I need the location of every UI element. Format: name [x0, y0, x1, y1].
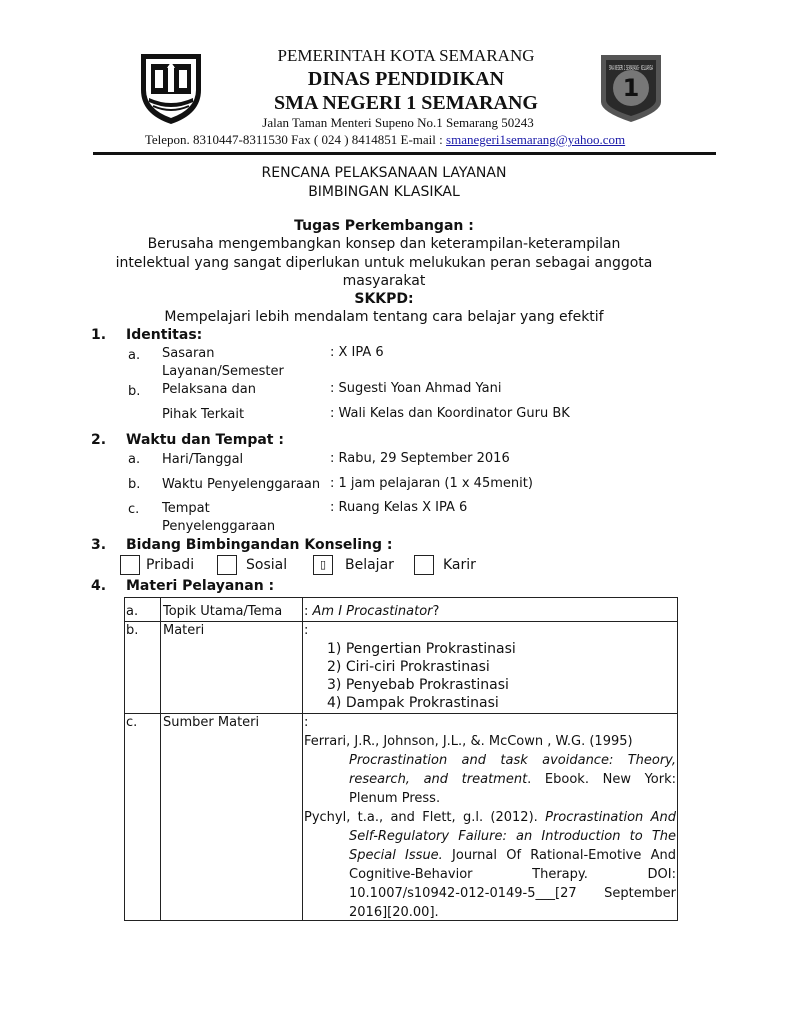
identitas-b-label-1: Pelaksana dan [162, 382, 257, 397]
ref-pychyl-journal: Journal Of Rational-Emotive And Cognitive-Behavior Therapy. DOI: 10.1007/s10942-012-0149-5___[27 September 2016][20.00]. [349, 848, 676, 920]
tempat-label: Tempat [162, 501, 210, 516]
svg-text:1: 1 [622, 74, 640, 102]
identitas-b-value-1: : Sugesti Yoan Ahmad Yani [330, 381, 502, 396]
letterhead-address: Jalan Taman Menteri Supeno No.1 Semarang 50243 [262, 115, 534, 130]
tugas-text-line-3: masyarakat [342, 273, 426, 289]
letterhead-divider [93, 152, 716, 155]
ref-ferrari-authors: Ferrari, J.R., Johnson, J.L., &. McCown , W.G. (1995) [304, 734, 633, 749]
ref-pychyl-authors: Pychyl, t.a., and Flett, g.l. (2012). [304, 810, 546, 825]
table-row-divider-1 [124, 621, 678, 622]
section-3-number: 3. [91, 537, 107, 553]
sasaran-label: Sasaran [162, 346, 215, 361]
ref-ferrari-publisher: . Ebook. New York: Plenum Press. [349, 772, 677, 806]
materi-colon: : [304, 623, 309, 638]
waktu-a-letter: a. [128, 452, 141, 467]
tugas-heading: Tugas Perkembangan : [294, 218, 474, 234]
option-karir-label: Karir [443, 557, 476, 573]
waktu-b-letter: b. [128, 477, 141, 492]
title-line-2: BIMBINGAN KLASIKAL [308, 184, 460, 200]
document-title [0, 164, 768, 202]
waktu-a-label: Hari/Tanggal [162, 452, 244, 467]
sumber-colon: : [304, 715, 309, 730]
identitas-a-letter: a. [128, 348, 141, 363]
materi-item-2: 2) Ciri-ciri Prokrastinasi [327, 659, 490, 675]
checkbox-karir[interactable] [414, 555, 434, 575]
letterhead-contact [0, 132, 770, 148]
school-logo-text: SMA NEGERI 1 SEMARANG · KELUARGA [609, 64, 654, 72]
topik-question-mark: ? [432, 604, 440, 619]
waktu-c-label [162, 500, 275, 536]
contact-phone-fax: Telepon. 8310447-8311530 Fax ( 024 ) 8414851 E-mail : [144, 132, 447, 147]
identitas-a-value: : X IPA 6 [330, 345, 384, 360]
sumber-letter: c. [126, 715, 138, 730]
identitas-b-value-2: : Wali Kelas dan Koordinator Guru BK [330, 406, 570, 421]
identitas-b-letter: b. [128, 384, 141, 399]
tugas-text-line-2: intelektual yang sangat diperlukan untuk melukukan peran sebagai anggota [115, 255, 653, 271]
email-link[interactable]: smanegeri1semarang@yahoo.com [446, 132, 626, 147]
checkbox-sosial[interactable] [217, 555, 237, 575]
bidang-heading: Bidang Bimbingandan Konseling : [126, 537, 393, 553]
option-sosial-label: Sosial [246, 557, 288, 573]
letterhead-school: SMA NEGERI 1 SEMARANG [274, 92, 538, 114]
checkbox-belajar-mark: ▯ [319, 558, 327, 571]
ref-pychyl-title: Procrastination And Self-Regulatory Failure: an Introduction to The Special Issue. [349, 810, 676, 863]
materi-item-1: 1) Pengertian Prokrastinasi [327, 641, 516, 657]
section-2-number: 2. [91, 432, 107, 448]
section-4-number: 4. [91, 578, 107, 594]
section-1-number: 1. [91, 327, 107, 343]
skkpd-text: Mempelajari lebih mendalam tentang cara belajar yang efektif [164, 309, 604, 325]
materi-heading: Materi Pelayanan : [126, 578, 275, 594]
identitas-b-label-2: Pihak Terkait [162, 407, 245, 422]
skkpd-heading: SKKPD: [354, 291, 414, 307]
checkbox-belajar[interactable] [313, 555, 333, 575]
topik-value [304, 604, 439, 619]
materi-letter: b. [126, 623, 139, 638]
table-col-divider-1 [160, 597, 161, 921]
letterhead-department: DINAS PENDIDIKAN [307, 68, 505, 90]
materi-item-3: 3) Penyebab Prokrastinasi [327, 677, 509, 693]
waktu-heading: Waktu dan Tempat : [126, 432, 284, 448]
waktu-b-value: : 1 jam pelajaran (1 x 45menit) [330, 476, 533, 491]
identitas-a-label [162, 345, 284, 381]
waktu-c-value: : Ruang Kelas X IPA 6 [330, 500, 468, 515]
topik-colon: : [304, 604, 313, 619]
layanan-semester-label: Layanan/Semester [162, 364, 284, 379]
option-belajar-label: Belajar [345, 557, 394, 573]
title-line-1: RENCANA PELAKSANAAN LAYANAN [261, 165, 507, 181]
materi-label: Materi [163, 623, 205, 638]
letterhead-government: PEMERINTAH KOTA SEMARANG [277, 46, 535, 65]
topik-letter: a. [126, 604, 139, 619]
option-pribadi-label: Pribadi [146, 557, 195, 573]
ref-ferrari-rest [304, 751, 676, 808]
materi-item-4: 4) Dampak Prokrastinasi [327, 695, 499, 711]
table-col-divider-2 [302, 597, 303, 921]
penyelenggaraan-label: Penyelenggaraan [162, 519, 276, 534]
waktu-a-value: : Rabu, 29 September 2016 [330, 451, 510, 466]
waktu-c-letter: c. [128, 502, 140, 517]
identitas-heading: Identitas: [126, 327, 203, 343]
checkbox-pribadi[interactable] [120, 555, 140, 575]
waktu-b-label: Waktu Penyelenggaraan [162, 477, 321, 492]
tugas-text-line-1: Berusaha mengembangkan konsep dan keterampilan-keterampilan [147, 236, 621, 252]
sumber-label: Sumber Materi [163, 715, 260, 730]
reference-pychyl [304, 808, 676, 922]
ref-ferrari-title: Procrastination and task avoidance: Theory, research, and treatment [349, 753, 676, 787]
topik-label: Topik Utama/Tema [163, 604, 283, 619]
topik-italic-text: Am I Procastinator [312, 604, 433, 619]
reference-ferrari [304, 732, 676, 808]
table-row-divider-2 [124, 713, 678, 714]
